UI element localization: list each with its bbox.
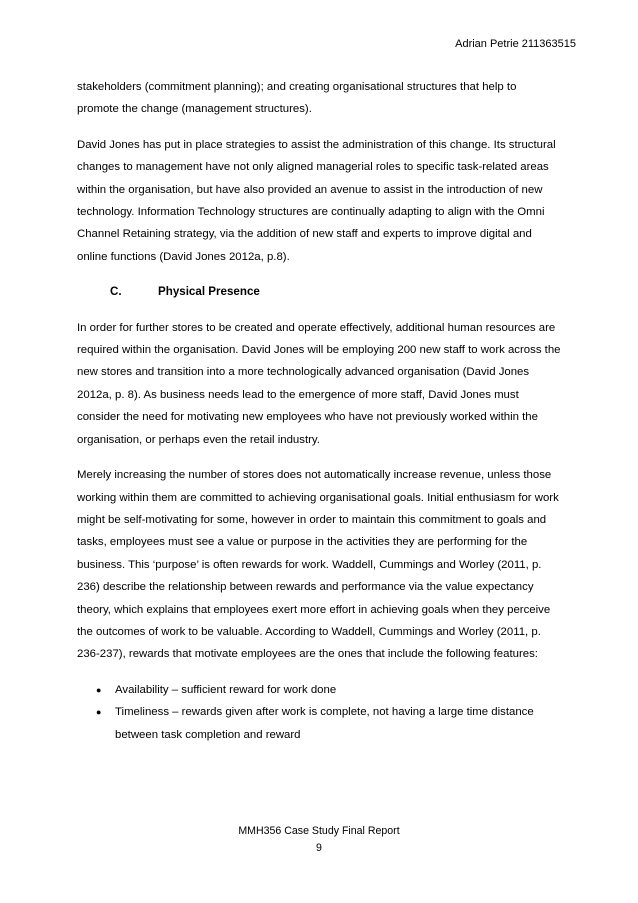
footer-course-title: MMH356 Case Study Final Report bbox=[238, 825, 400, 837]
list-item bbox=[77, 701, 561, 746]
paragraph-strategies: David Jones has put in place strategies to assist the administration of this change. Its structural changes to management have not only aligned managerial roles to specific task-related areas within the organisation, but have also provided an avenue to assist in the introduction of new technology. Information Technology structures are continually adapting to align with the Omni Channel Retaining strategy, via the addition of new staff and experts to improve digital and online functions (David Jones 2012a, p.8). bbox=[77, 138, 556, 263]
paragraph-human-resources: In order for further stores to be created and operate effectively, additional human resources are required within the organisation. David Jones will be employing 200 new staff to work across the new stores and transition into a more technologically advanced organisation (David Jones 2012a, p. 8). As business needs lead to the emergence of more staff, David Jones must consider the need for motivating new employees who have not previously worked within the organisation, or perhaps even the retail industry. bbox=[77, 321, 561, 446]
list-item-text: Availability – sufficient reward for work done bbox=[115, 683, 337, 696]
paragraph-rewards: Merely increasing the number of stores does not automatically increase revenue, unless those working within them are committed to achieving organisational goals. Initial enthusiasm for work might be self-motivating for some, however in order to maintain this commitment to goals and tasks, employees must see a value or purpose in the activities they are performing for the business. This ‘purpose’ is often rewards for work. Waddell, Cummings and Worley (2011, p. 236) describe the relationship between rewards and performance via the value expectancy theory, which explains that employees exert more effort in achieving goals when they perceive the outcomes of work to be valuable. According to Waddell, Cummings and Worley (2011, p. 236-237), rewards that motivate employees are the ones that include the following features: bbox=[77, 469, 559, 661]
page-header-author: Adrian Petrie 211363515 bbox=[455, 38, 576, 50]
feature-list bbox=[77, 679, 561, 746]
bullet-dot-icon: ● bbox=[96, 707, 102, 718]
page-footer bbox=[0, 823, 638, 857]
list-item-text: Timeliness – rewards given after work is complete, not having a large time distance between task completion and reward bbox=[115, 706, 534, 741]
section-heading bbox=[77, 281, 561, 303]
section-letter: C. bbox=[110, 285, 122, 299]
section-title: Physical Presence bbox=[158, 285, 260, 299]
paragraph-stakeholders: stakeholders (commitment planning); and creating organisational structures that help to promote the change (management structures). bbox=[77, 81, 517, 116]
footer-page-number: 9 bbox=[316, 842, 322, 854]
bullet-dot-icon: ● bbox=[96, 684, 102, 695]
list-item bbox=[77, 679, 561, 701]
page-body bbox=[77, 76, 561, 746]
